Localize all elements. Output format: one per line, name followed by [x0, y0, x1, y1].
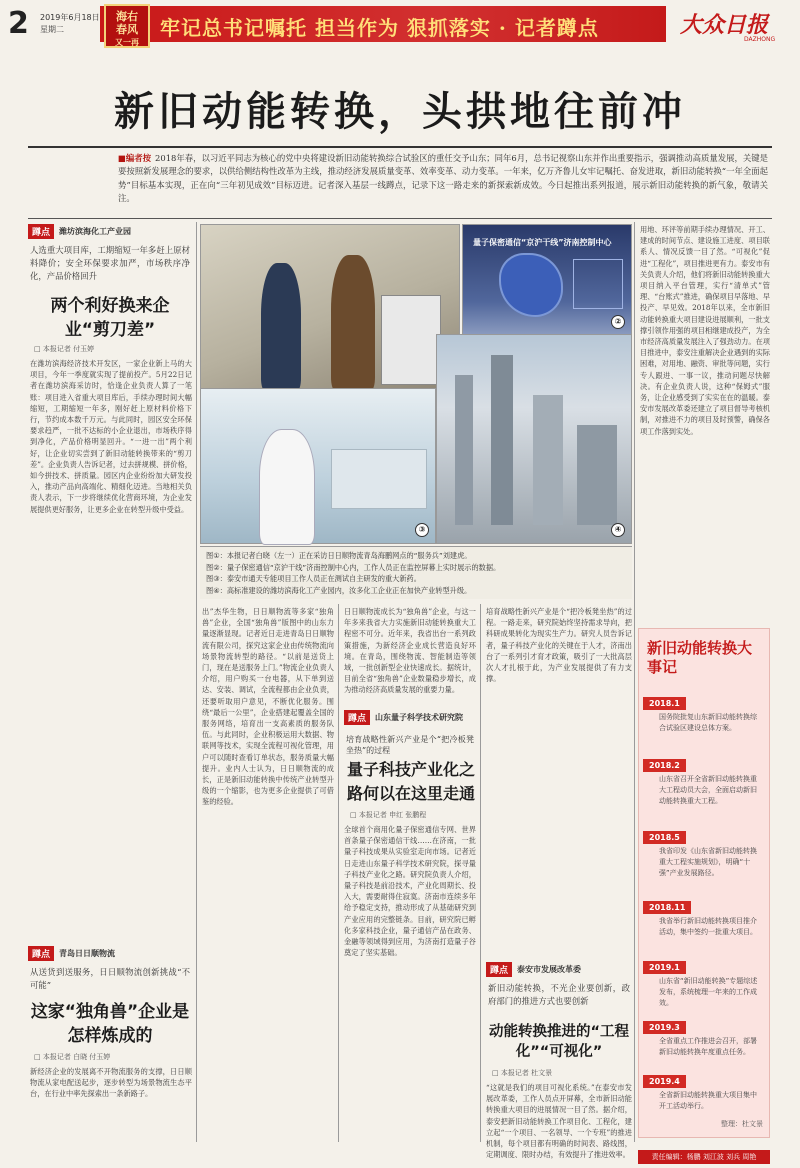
event-year: 2019.1 — [643, 961, 686, 974]
photo-number: ③ — [415, 523, 429, 537]
photo-number: ④ — [611, 523, 625, 537]
article-body: 出”杰华生物，日日顺物流等多家“独角兽”企业，全国“独角兽”版图中的山东力量逐渐显现。记者近日走进青岛日日顺物流有限公司，探究这家企业由传统物流向场景物流转型的路径。“以前是送货上门，现在是送服务上门。”物流企业负责人介绍，用户购买一台电器，从下单到送达、安装、调试，全流程都由企业负责，还要听取用户意见，不断优化服务。围绕“最后一公里”，企业搭建起覆盖全国的服务网络，培育出一支高素质的服务队伍。与此同时，企业积极运用大数据、物联网等技术，实现全流程可视化管理，用户可以随时查看订单状态，服务质量大幅提升。业内人士认为，日日顺物流的成长，正是新旧动能转换中传统产业转型升级的一个缩影，也为更多企业提供了可借鉴的经验。 — [202, 607, 334, 807]
article-body: 全球首个商用化量子保密通信专网、世界首条量子保密通信干线……在济南，一批量子科技成果从实验室走向市场。记者近日走进山东量子科学技术研究院，探寻量子科技产业化之路。研究院负责人介绍，量子科技是前沿技术，产业化周期长、投入大，需要耐得住寂寞。济南市连续多年给予稳定支持，推动形成了从基础研究到产业应用的完整链条。目前，研究院已孵化多家科技企业，量子通信产品在政务、金融等领域得到应用，为济南打造量子谷奠定了坚实基础。 — [344, 825, 476, 958]
column-rule — [338, 604, 339, 1142]
date-text: 2019年6月18日 — [40, 13, 100, 22]
photo-laboratory — [200, 388, 436, 544]
event-text: 山东省召开全省新旧动能转换重大工程动员大会，全面启动新旧动能转换重大工程。 — [659, 775, 757, 805]
article-byline: □ 本报记者 付玉婷 — [34, 344, 94, 354]
editor-note-text: 2018年春，以习近平同志为核心的党中央将建设新旧动能转换综合试验区的重任交予山东；同年6月，总书记视察山东并作出重要指示，强调推动高质量发展，关键是要按照新发展理念的要求，以供给侧结构性改革为主线，推动经济发展质量变革、效率变革、动力变革。一年来，亿万齐鲁儿女牢记嘱托、奋发进取，新旧动能转换“一年全面起势”目标基本实现，正在向“三年初见成效”目标迈进。记者深入基层一线蹲点，记录下这一路走来的新探索新成效。今日起推出系列报道，展示新旧动能转换的新气象，敬请关注。 — [118, 153, 768, 204]
article-lead: 新旧动能转换，不光企业要创新，政府部门的推进方式也要创新 — [488, 983, 630, 1006]
article-lead: 人选重大项目库，工期缩短一年多赶上原材料降价；安全环保要求加严，市场秩序净化，产品价格回升 — [30, 245, 190, 281]
paper-logo: 大众日报 — [680, 12, 769, 38]
lab-bench — [331, 449, 427, 509]
article-byline: □ 本报记者 杜文景 — [492, 1068, 552, 1078]
event-year: 2018.2 — [643, 759, 686, 772]
events-title: 新旧动能转换大事记 — [647, 639, 753, 676]
event-item — [643, 1015, 767, 1058]
stamp-line: 又一再 — [115, 37, 139, 47]
page-number: 2 — [8, 6, 29, 41]
section-tag — [28, 946, 115, 961]
section-tag — [28, 224, 131, 239]
column-rule — [480, 604, 481, 1142]
editor-note — [118, 152, 768, 206]
event-text: 我省举行新旧动能转换项目推介活动，集中签约一批重大项目。 — [659, 917, 757, 936]
photo-delivery — [200, 224, 460, 392]
masthead — [0, 0, 800, 62]
issue-date — [40, 12, 100, 36]
person-figure — [261, 263, 301, 391]
person-figure — [331, 255, 375, 391]
weekday-text: 星期二 — [40, 25, 64, 34]
article-body: 日日顺物流成长为“独角兽”企业，与这一年多来我省大力实施新旧动能转换重大工程密不可分。近年来，我省出台一系列政策措施，为新经济企业成长营造良好环境。在青岛，围绕物流、智能制造等领域，一批创新型企业快速成长。据统计，目前全省“独角兽”企业数量稳步增长，成为推动经济高质量发展的重要力量。 — [344, 607, 476, 695]
tag-site: 泰安市发展改革委 — [517, 965, 582, 974]
tag-badge: 蹲点 — [28, 946, 54, 961]
tag-badge: 蹲点 — [28, 224, 54, 239]
plant-tower — [491, 355, 513, 525]
photo-control-center — [462, 224, 632, 336]
article-title: 两个利好换来企业“剪刀差” — [50, 296, 170, 340]
slogan-text: 牢记总书记嘱托 担当作为 狠抓落实 · 记者蹲点 — [160, 16, 599, 40]
event-year: 2019.4 — [643, 1075, 686, 1088]
event-text: 国务院批复山东新旧动能转换综合试验区建设总体方案。 — [659, 713, 757, 732]
paper-logo-en: DAZHONG — [744, 36, 776, 43]
event-item — [643, 1069, 767, 1112]
event-year: 2019.3 — [643, 1021, 686, 1034]
page-headline: 新旧动能转换，头拱地往前冲 — [114, 89, 686, 135]
event-text: 山东省“新旧动能转换”专题综述发布，系统梳理一年来的工作成效。 — [659, 977, 758, 1007]
event-year: 2018.5 — [643, 831, 686, 844]
article-title: 量子科技产业化之路何以在这里走通 — [346, 760, 475, 803]
article-byline: □ 本报记者 白晓 付玉婷 — [34, 1052, 110, 1062]
stamp-line: 春风 — [116, 23, 138, 36]
tag-site: 潍坊滨海化工产业园 — [59, 227, 132, 236]
caption-line: 图②：量子保密通信“京沪干线”济南控制中心内，工作人员正在监控屏幕上实时展示的数据。 — [206, 562, 501, 572]
data-panel — [573, 259, 623, 309]
event-item — [643, 753, 767, 807]
article-body: 用地、环评等前期手续办理情况、开工、建成的时间节点、建设施工进度、项目联系人、情况反馈一目了然。“可视化”促进“工程化”，项目推进更有力。泰安市有关负责人介绍，他们将新旧动能转换重大项目纳入平台管理，实行“清单式”管理、“台账式”推进，确保项目早落地、早投产、早见效。2018年以来，全市新旧动能转换重大项目建设进展顺利，一批支撑引领作用强的项目相继建成投产，为全市经济高质量发展注入了强劲动力。在项目推进中，泰安注重解决企业遇到的实际困难，对用地、融资、审批等问题，实行专人跟进、一事一议，推动问题尽快解决。有企业负责人说，这种“保姆式”服务，让企业感受到了实实在在的温暖。泰安市发展改革委还建立了项目督导考核机制，对推进不力的项目及时预警，确保各项工作落到实处。 — [640, 225, 770, 436]
tag-badge: 蹲点 — [486, 962, 512, 977]
article-title: 动能转换推进的“工程化”“可视化” — [488, 1024, 630, 1060]
event-text: 全省新旧动能转换重大项目集中开工活动举行。 — [659, 1091, 757, 1110]
map-graphic — [501, 255, 561, 315]
events-note: 整理：杜文景 — [721, 1120, 763, 1128]
plant-tower — [533, 395, 563, 525]
photo-number: ② — [611, 315, 625, 329]
event-item — [643, 895, 767, 938]
events-timeline — [638, 628, 770, 1138]
article-body: “这就是我们的项目可视化系统。”在泰安市发展改革委，工作人员点开屏幕，全市新旧动能转换重大项目的进展情况一目了然。据介绍，泰安把新旧动能转换工作项目化、工程化，建立起“一个项目、一名领导、一个专班”的推进机制，每个项目都有明确的时间表、路线图，定期调度、限时办结，有效提升了推进效率。 — [486, 1083, 632, 1160]
event-year: 2018.1 — [643, 697, 686, 710]
article-lead: 培育战略性新兴产业是个“把冷板凳坐热”的过程 — [346, 735, 474, 755]
editor-note-label: ■编者按 — [118, 153, 152, 163]
caption-line: 图③：泰安市通天专能项目工作人员正在测试自主研发的重大新药。 — [206, 574, 421, 583]
caption-line: 图④：高标准建设的潍坊滨海化工产业园内，汝多化工企业正在加快产业转型升级。 — [206, 585, 472, 595]
event-year: 2018.11 — [643, 901, 691, 914]
plant-tower — [577, 425, 617, 525]
screen-title: 量子保密通信“京沪干线”济南控制中心 — [473, 238, 612, 247]
column-rule — [196, 222, 197, 1142]
article-body: 新经济企业的发展离不开物流服务的支撑，日日顺物流从家电配送起步，逐步转型为场景物流生态平台，在行业中率先探索出一条新路子。 — [30, 1067, 192, 1099]
section-tag — [344, 710, 463, 725]
caption-line: 图①：本报记者白晓（左一）正在采访日日顺物流青岛海鹏网点的“服务兵”刘建虎。 — [206, 551, 472, 560]
article-title: 这家“独角兽”企业是怎样炼成的 — [30, 1002, 190, 1046]
tag-badge: 蹲点 — [344, 710, 370, 725]
divider — [28, 146, 772, 148]
stamp-line: 海右 — [116, 10, 138, 23]
photo-chemical-plant — [436, 334, 632, 544]
person-figure — [259, 429, 315, 545]
article-body: 培育战略性新兴产业是个“把冷板凳坐热”的过程。一路走来，研究院始终坚持需求导向，把科研成果转化为现实生产力。研究人员告诉记者，量子科技产业化的关键在于人才，济南出台了一系列引才育才政策，吸引了一大批高层次人才扎根于此，为产业发展提供了有力支撑。 — [486, 607, 632, 684]
event-item — [643, 955, 767, 1009]
tag-site: 山东量子科学技术研究院 — [375, 713, 464, 722]
page-footer — [0, 1146, 800, 1168]
divider — [28, 218, 772, 219]
column-rule — [634, 222, 635, 1142]
section-tag — [486, 962, 581, 977]
event-text: 全省重点工作推进会召开，部署新旧动能转换年度重点任务。 — [659, 1037, 757, 1056]
editor-credits: 责任编辑：杨鹏 刘江波 刘兵 周艳 — [638, 1150, 770, 1164]
article-byline: □ 本报记者 申红 张鹏程 — [350, 810, 426, 820]
article-body: 在潍坊滨海经济技术开发区，一家企业新上马的大项目，今年一季度就实现了提前投产。5月22日记者在潍坊滨海采访时，恰逢企业负责人算了一笔账：项目进入省重大项目库后，手续办理时间大幅缩短，工期缩短一年多，刚好赶上原材料价格下行，节约成本数千万元。与此同时，园区安全环保要求趋严，一批不达标的小企业退出，市场秩序得到净化，产品价格明显回升。“一进一出”两个利好，让企业切实尝到了新旧动能转换带来的“剪刀差”。企业负责人告诉记者，过去拼规模、拼价格，如今拼技术、拼质量。园区内企业纷纷加大研发投入，推动产品向高端化、精细化迈进。当地相关负责人表示，下一步将继续优化营商环境，为企业发展提供更好服务，让更多企业在转型升级中受益。 — [30, 359, 192, 514]
event-text: 我省印发《山东省新旧动能转换重大工程实施规划》，明确“十强”产业发展路径。 — [659, 847, 757, 877]
article-lead: 从送货到送服务，日日顺物流创新挑战“不可能” — [30, 967, 190, 990]
column-stamp — [104, 4, 150, 48]
tag-site: 青岛日日顺物流 — [59, 949, 116, 958]
appliance-box — [381, 295, 441, 385]
plant-tower — [455, 375, 473, 525]
event-item — [643, 691, 767, 734]
event-item — [643, 825, 767, 879]
photo-caption — [200, 546, 632, 599]
